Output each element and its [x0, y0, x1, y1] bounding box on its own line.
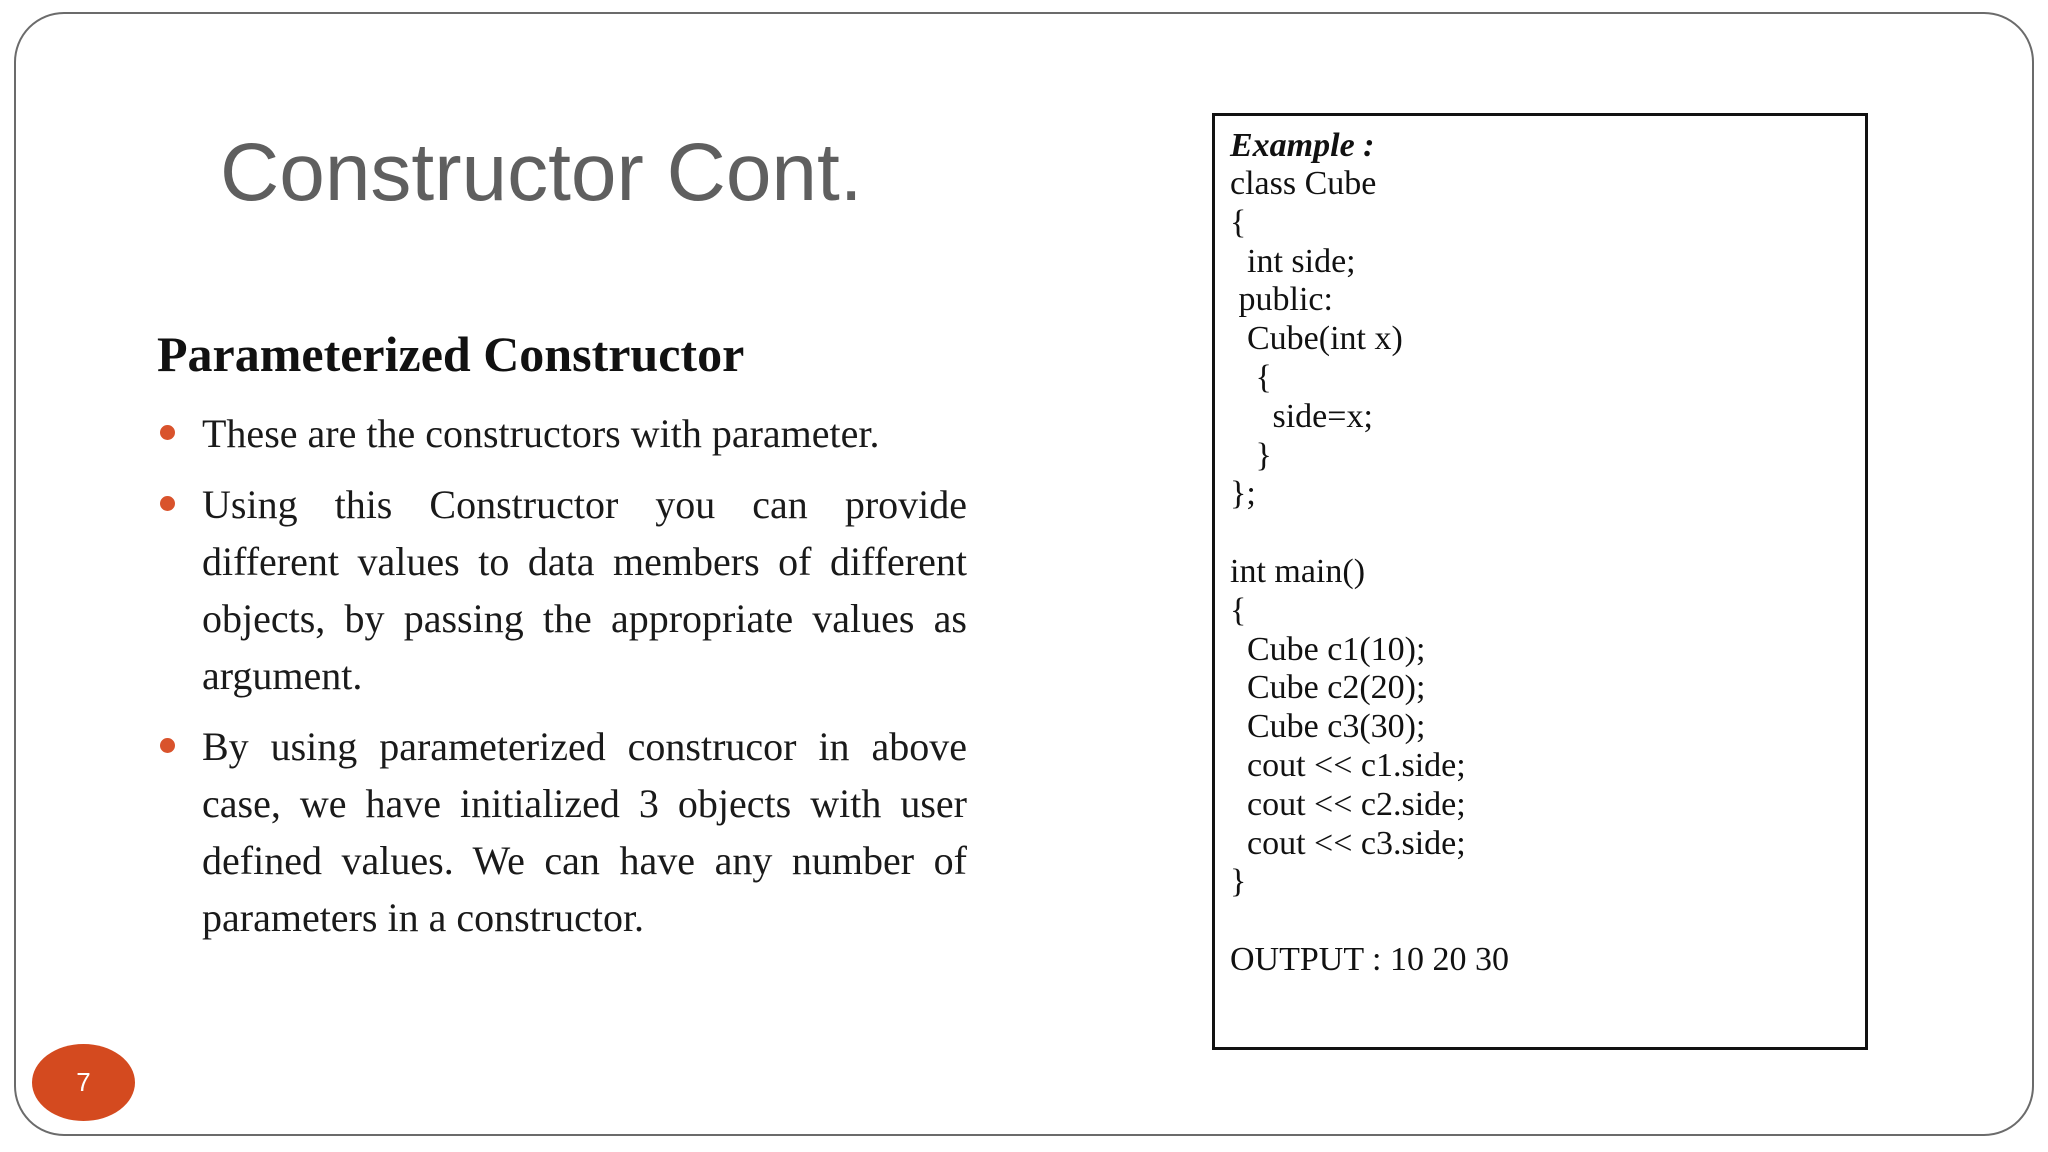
code-line: Cube c2(20); [1230, 669, 1426, 707]
bullet-text: These are the constructors with parameter. [202, 411, 880, 456]
code-line: int side; [1230, 242, 1356, 280]
page-number-badge: 7 [32, 1044, 135, 1121]
code-line: cout << c3.side; [1230, 824, 1466, 862]
code-line: { [1230, 591, 1247, 629]
bullet-text: Using this Constructor you can provide different values to data members of different objects, by passing the appropriate values as argument. [202, 482, 967, 698]
bullet-item [157, 476, 967, 704]
slide-title: Constructor Cont. [220, 127, 863, 218]
bullet-text: By using parameterized construcor in above case, we have initialized 3 objects with user defined values. We can have any number of parameters in a constructor. [202, 724, 967, 940]
code-line: Cube(int x) [1230, 320, 1403, 358]
code-line: Cube c3(30); [1230, 708, 1426, 746]
code-line: cout << c2.side; [1230, 785, 1466, 823]
bullet-list [157, 405, 967, 960]
code-line [1230, 514, 1865, 553]
bullet-item [157, 405, 967, 462]
code-output-line: OUTPUT : 10 20 30 [1230, 940, 1509, 978]
code-line: } [1230, 436, 1272, 474]
code-line: Cube c1(10); [1230, 630, 1426, 668]
code-line: }; [1230, 475, 1256, 513]
section-heading: Parameterized Constructor [157, 326, 745, 382]
code-line [1230, 902, 1865, 941]
code-line: { [1230, 203, 1247, 241]
code-line: public: [1230, 281, 1333, 319]
bullet-dot-icon [160, 738, 175, 753]
code-line: int main() [1230, 552, 1366, 590]
code-line: side=x; [1230, 397, 1373, 435]
code-line: cout << c1.side; [1230, 746, 1466, 784]
code-example-heading: Example : [1230, 127, 1375, 164]
bullet-dot-icon [160, 425, 175, 440]
bullet-item [157, 718, 967, 946]
code-line: { [1230, 358, 1272, 396]
code-line: } [1230, 863, 1247, 901]
code-line: class Cube [1230, 165, 1377, 202]
bullet-dot-icon [160, 496, 175, 511]
code-example-box [1212, 113, 1868, 1050]
